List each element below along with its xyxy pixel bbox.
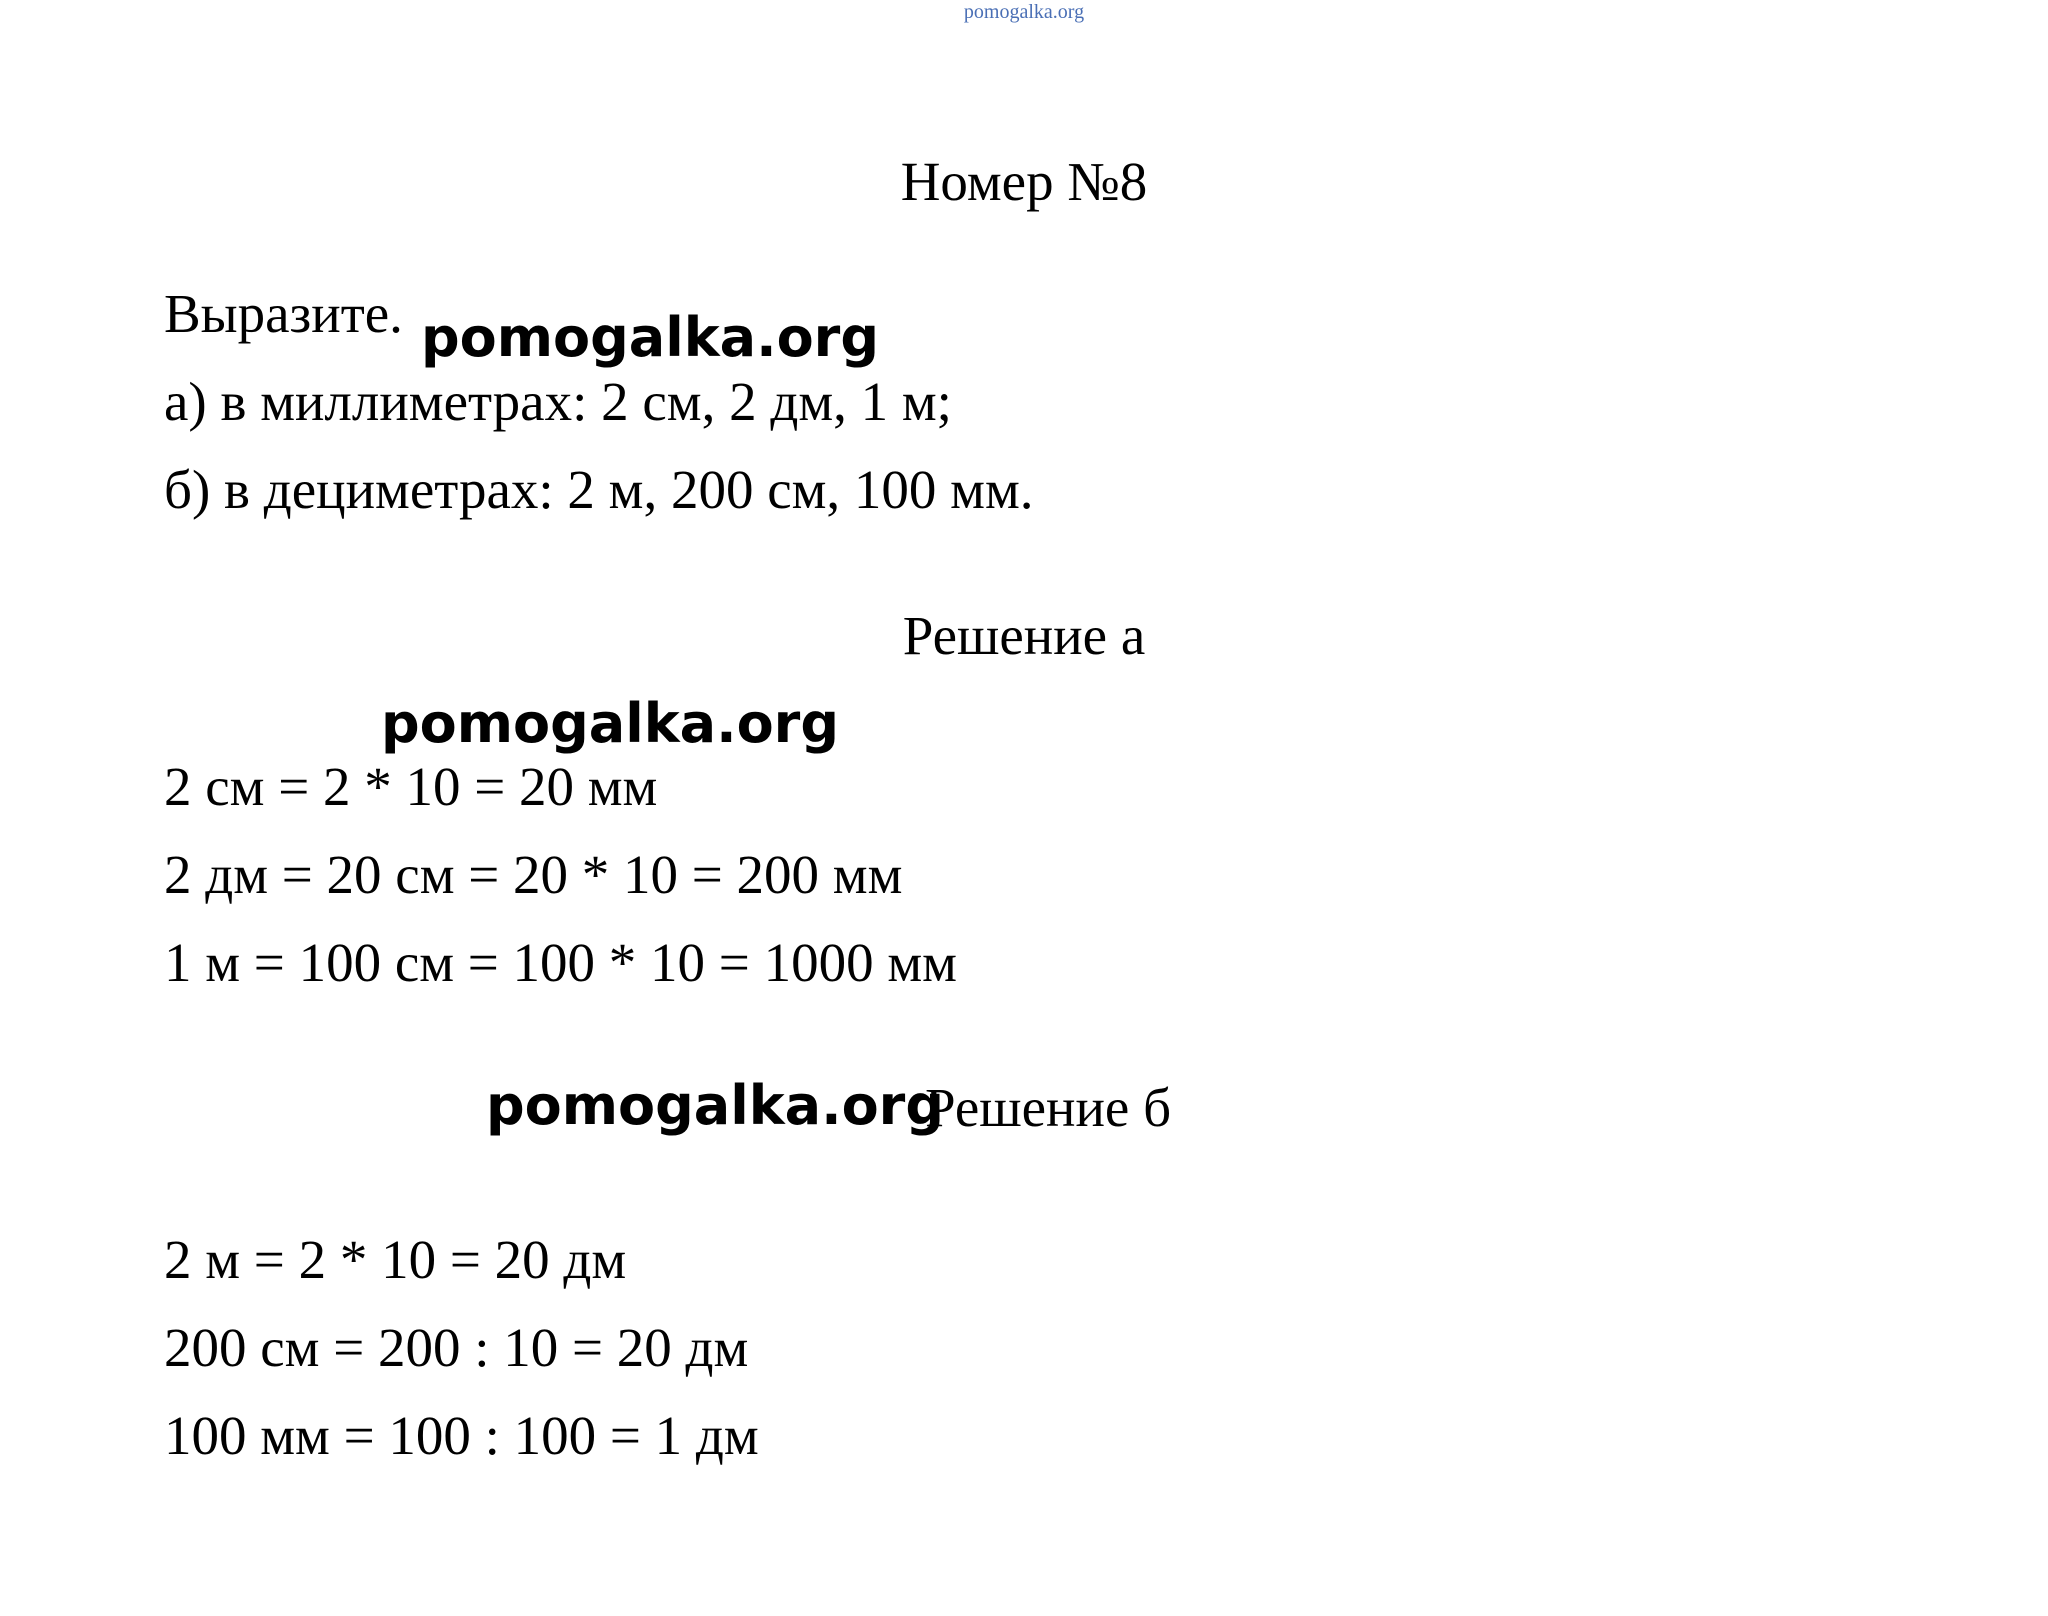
solution-b-line-2: 200 см = 200 : 10 = 20 дм (164, 1317, 749, 1378)
watermark-1: pomogalka.org (421, 306, 879, 369)
site-watermark-top: pomogalka.org (963, 1, 1085, 23)
solution-a-line-3: 1 м = 100 см = 100 * 10 = 1000 мм (164, 932, 957, 993)
problem-part-a: а) в миллиметрах: 2 см, 2 дм, 1 м; (164, 371, 952, 432)
watermark-2: pomogalka.org (381, 692, 839, 755)
solution-b-line-3: 100 мм = 100 : 100 = 1 дм (164, 1405, 759, 1466)
solution-a-heading: Решение а (902, 605, 1146, 666)
solution-b-line-1: 2 м = 2 * 10 = 20 дм (164, 1229, 627, 1290)
solution-a-line-2: 2 дм = 20 см = 20 * 10 = 200 мм (164, 844, 903, 905)
problem-part-b: б) в дециметрах: 2 м, 200 см, 100 мм. (164, 459, 1034, 520)
problem-prompt: Выразите. (164, 283, 403, 344)
watermark-3: pomogalka.org (486, 1074, 944, 1137)
solution-a-line-1: 2 см = 2 * 10 = 20 мм (164, 756, 658, 817)
problem-title: Номер №8 (900, 151, 1148, 212)
solution-b-heading: Решение б (925, 1077, 1172, 1138)
